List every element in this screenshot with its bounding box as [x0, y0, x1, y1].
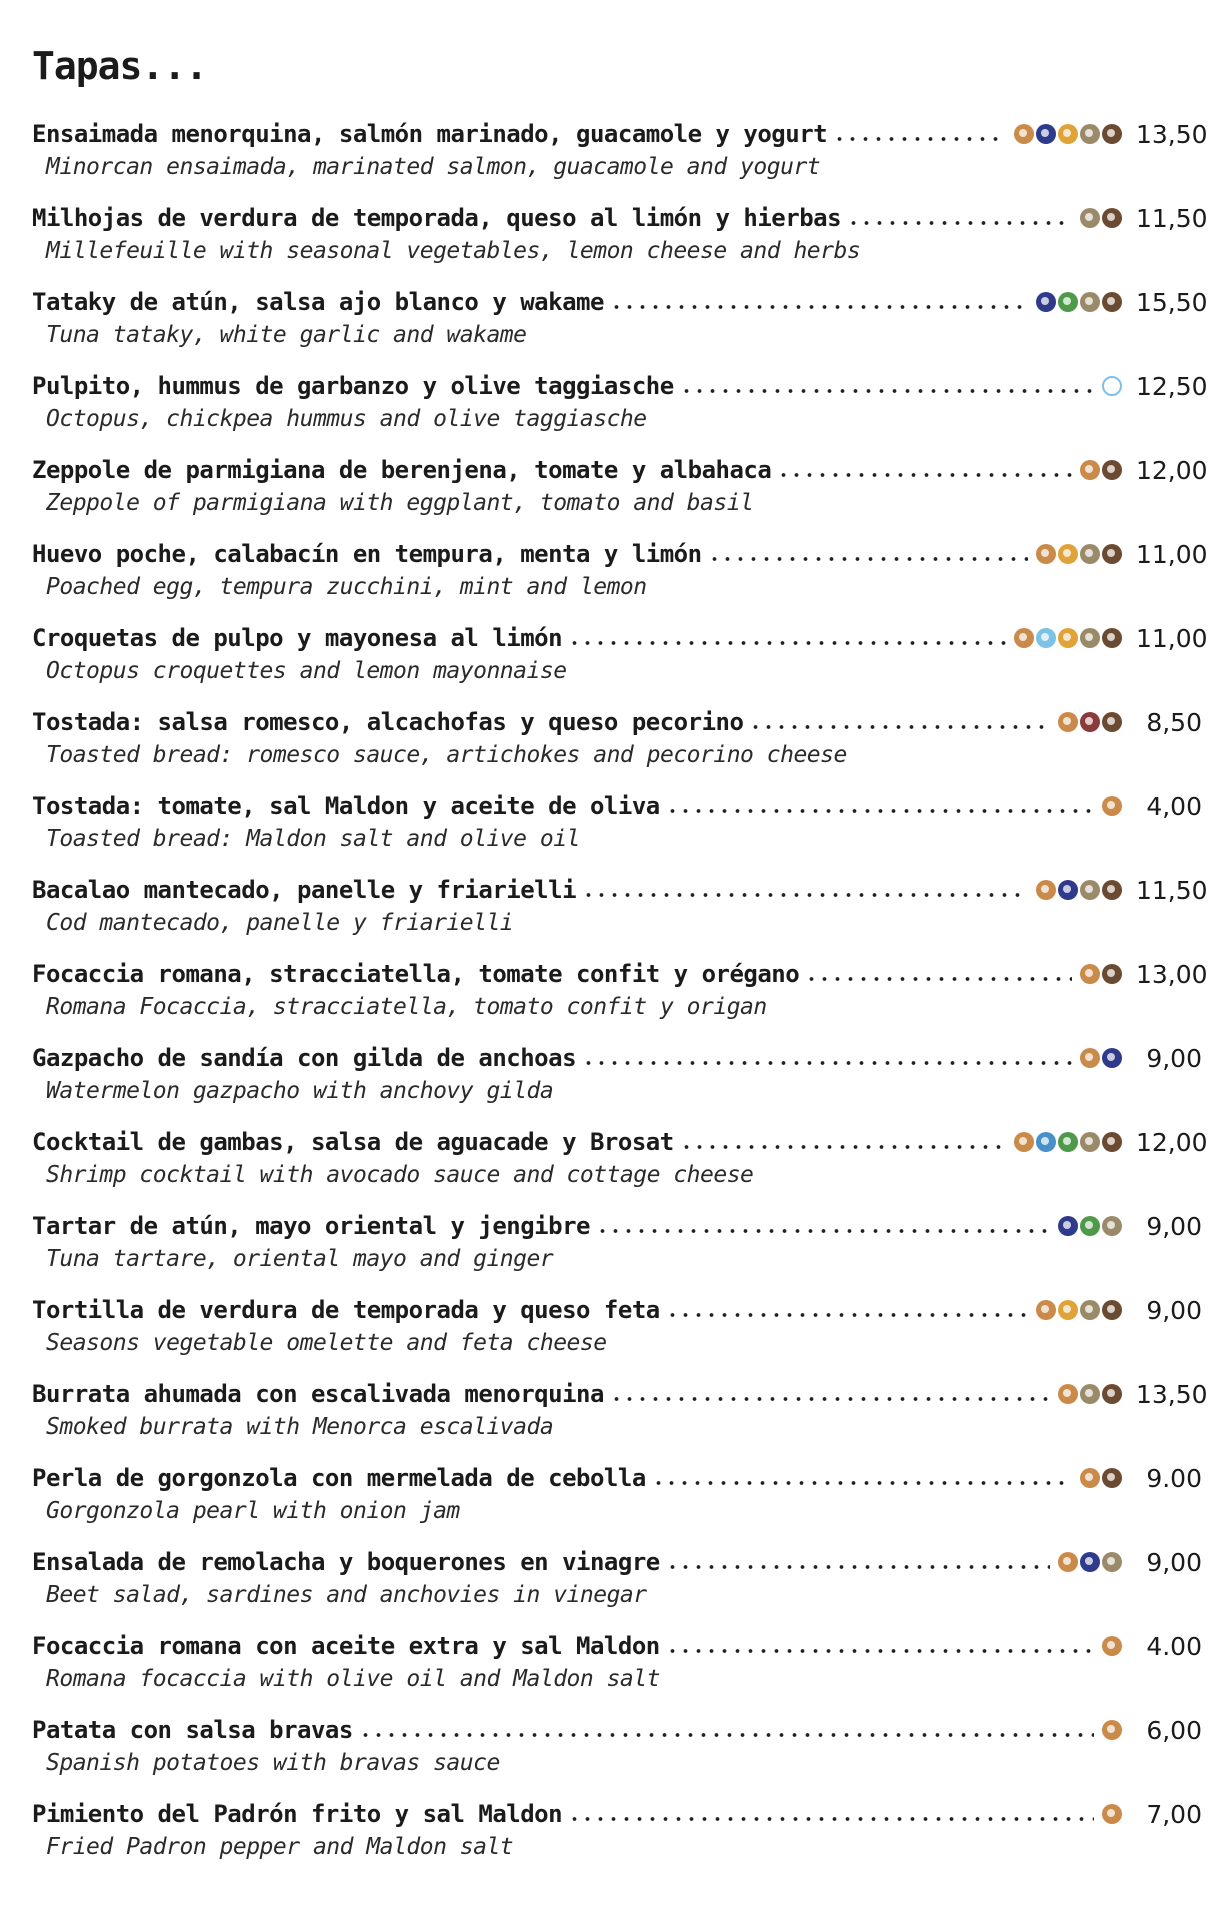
dish-description: Spanish potatoes with bravas sauce — [46, 1750, 500, 1776]
dot-leader — [610, 305, 1028, 309]
menu-item — [0, 1288, 1231, 1372]
dish-name: Ensalada de remolacha y boquerones en vinagre — [32, 1548, 660, 1576]
dish-price: 11,50 — [1136, 875, 1208, 905]
menu-item — [0, 700, 1231, 784]
dish-price: 4.00 — [1146, 1631, 1202, 1661]
dish-description: Fried Padron pepper and Maldon salt — [46, 1834, 514, 1860]
milk-allergen-icon — [1102, 628, 1122, 648]
dish-description: Octopus croquettes and lemon mayonnaise — [46, 658, 567, 684]
milk-allergen-icon — [1102, 712, 1122, 732]
menu-item — [0, 1624, 1231, 1708]
gluten-allergen-icon — [1080, 1468, 1100, 1488]
gluten-allergen-icon — [1058, 712, 1078, 732]
menu-item — [0, 448, 1231, 532]
dish-name: Focaccia romana, stracciatella, tomate confit y orégano — [32, 960, 800, 988]
dish-description: Cod mantecado, panelle y friarielli — [46, 910, 514, 936]
menu-item-row — [32, 1124, 1208, 1160]
menu-item — [0, 784, 1231, 868]
dish-description: Shrimp cocktail with avocado sauce and cottage cheese — [46, 1162, 754, 1188]
dish-name: Croquetas de pulpo y mayonesa al limón — [32, 624, 563, 652]
menu-item-row — [32, 1460, 1202, 1496]
menu-item — [0, 196, 1231, 280]
allergen-icons — [1036, 292, 1122, 312]
gluten-allergen-icon — [1080, 964, 1100, 984]
allergen-icons — [1036, 1300, 1122, 1320]
soy-allergen-icon — [1058, 292, 1078, 312]
dish-name: Burrata ahumada con escalivada menorquina — [32, 1380, 604, 1408]
mollusc-allergen-icon — [1102, 376, 1122, 396]
dot-leader — [666, 1565, 1050, 1569]
gluten-allergen-icon — [1036, 1300, 1056, 1320]
nuts-allergen-icon — [1102, 1216, 1122, 1236]
dish-price: 8,50 — [1146, 707, 1202, 737]
allergen-icons — [1102, 376, 1122, 396]
dish-price: 11,50 — [1136, 203, 1208, 233]
allergen-icons — [1036, 544, 1122, 564]
menu-item-row — [32, 1040, 1202, 1076]
dish-name: Pimiento del Padrón frito y sal Maldon — [32, 1800, 563, 1828]
nuts-allergen-icon — [1080, 1132, 1100, 1152]
dish-description: Tuna tataky, white garlic and wakame — [46, 322, 527, 348]
dish-price: 9.00 — [1146, 1463, 1202, 1493]
dot-leader — [777, 473, 1072, 477]
gluten-allergen-icon — [1080, 1048, 1100, 1068]
allergen-icons — [1080, 1468, 1122, 1488]
allergen-icons — [1102, 796, 1122, 816]
allergen-icons — [1058, 1384, 1122, 1404]
menu-item — [0, 1372, 1231, 1456]
allergen-icons — [1058, 712, 1122, 732]
dish-name: Gazpacho de sandía con gilda de anchoas — [32, 1044, 577, 1072]
nuts-allergen-icon — [1080, 292, 1100, 312]
allergen-icons — [1080, 1048, 1122, 1068]
dish-price: 9,00 — [1146, 1295, 1202, 1325]
dish-description: Toasted bread: romesco sauce, artichokes and pecorino cheese — [46, 742, 847, 768]
dish-name: Tartar de atún, mayo oriental y jengibre — [32, 1212, 590, 1240]
fish-allergen-icon — [1058, 1216, 1078, 1236]
dish-price: 9,00 — [1146, 1043, 1202, 1073]
menu-item-list — [0, 112, 1231, 1876]
menu-item-row — [32, 1712, 1202, 1748]
allergen-icons — [1014, 1132, 1122, 1152]
dish-price: 9,00 — [1146, 1211, 1202, 1241]
menu-item-row — [32, 956, 1208, 992]
dish-description: Smoked burrata with Menorca escalivada — [46, 1414, 554, 1440]
menu-item — [0, 532, 1231, 616]
menu-item-row — [32, 116, 1208, 152]
egg-allergen-icon — [1058, 124, 1078, 144]
nuts-allergen-icon — [1102, 1552, 1122, 1572]
dish-description: Romana Focaccia, stracciatella, tomato confit y origan — [46, 994, 767, 1020]
dish-description: Tuna tartare, oriental mayo and ginger — [46, 1246, 554, 1272]
menu-item-row — [32, 284, 1208, 320]
menu-item-row — [32, 1292, 1202, 1328]
dish-name: Bacalao mantecado, panelle y friarielli — [32, 876, 577, 904]
allergen-icons — [1036, 880, 1122, 900]
nuts-allergen-icon — [1080, 1300, 1100, 1320]
fish-allergen-icon — [1036, 124, 1056, 144]
dish-description: Seasons vegetable omelette and feta cheese — [46, 1330, 607, 1356]
gluten-allergen-icon — [1036, 880, 1056, 900]
milk-allergen-icon — [1102, 880, 1122, 900]
dot-leader — [666, 1313, 1028, 1317]
sulphites-allergen-icon — [1080, 712, 1100, 732]
dish-price: 13,50 — [1136, 1379, 1208, 1409]
dot-leader — [666, 809, 1094, 813]
dish-description: Toasted bread: Maldon salt and olive oil — [46, 826, 580, 852]
milk-allergen-icon — [1102, 208, 1122, 228]
dot-leader — [680, 1145, 1006, 1149]
milk-allergen-icon — [1102, 964, 1122, 984]
dot-leader — [833, 137, 1006, 141]
milk-allergen-icon — [1102, 292, 1122, 312]
egg-allergen-icon — [1058, 628, 1078, 648]
egg-allergen-icon — [1058, 1300, 1078, 1320]
dot-leader — [805, 977, 1072, 981]
dish-name: Ensaimada menorquina, salmón marinado, guacamole y yogurt — [32, 120, 828, 148]
menu-item — [0, 1792, 1231, 1876]
egg-allergen-icon — [1058, 544, 1078, 564]
dish-name: Patata con salsa bravas — [32, 1716, 353, 1744]
gluten-allergen-icon — [1058, 1552, 1078, 1572]
dish-price: 11,00 — [1136, 539, 1208, 569]
dish-name: Tostada: salsa romesco, alcachofas y queso pecorino — [32, 708, 744, 736]
menu-item-row — [32, 1544, 1202, 1580]
menu-item — [0, 1120, 1231, 1204]
milk-allergen-icon — [1102, 1132, 1122, 1152]
menu-item-row — [32, 788, 1202, 824]
gluten-allergen-icon — [1014, 628, 1034, 648]
menu-item-row — [32, 1796, 1202, 1832]
allergen-icons — [1102, 1804, 1122, 1824]
dish-description: Zeppole of parmigiana with eggplant, tomato and basil — [46, 490, 754, 516]
menu-item — [0, 1204, 1231, 1288]
menu-item — [0, 1540, 1231, 1624]
dish-name: Huevo poche, calabacín en tempura, menta y limón — [32, 540, 702, 568]
fish-allergen-icon — [1102, 1048, 1122, 1068]
dish-description: Octopus, chickpea hummus and olive taggiasche — [46, 406, 647, 432]
gluten-allergen-icon — [1102, 1720, 1122, 1740]
soy-allergen-icon — [1080, 1216, 1100, 1236]
fish-allergen-icon — [1036, 292, 1056, 312]
gluten-allergen-icon — [1102, 1804, 1122, 1824]
soy-allergen-icon — [1058, 1132, 1078, 1152]
menu-item-row — [32, 1208, 1202, 1244]
dish-price: 12,00 — [1136, 1127, 1208, 1157]
crustacean-allergen-icon — [1036, 1132, 1056, 1152]
menu-item-row — [32, 1628, 1202, 1664]
nuts-allergen-icon — [1080, 124, 1100, 144]
dish-price: 12,50 — [1136, 371, 1208, 401]
dot-leader — [708, 557, 1028, 561]
menu-item-row — [32, 1376, 1208, 1412]
allergen-icons — [1080, 964, 1122, 984]
dish-name: Perla de gorgonzola con mermelada de cebolla — [32, 1464, 646, 1492]
allergen-icons — [1014, 124, 1122, 144]
allergen-icons — [1058, 1552, 1122, 1572]
dish-price: 7,00 — [1146, 1799, 1202, 1829]
menu-item-row — [32, 704, 1202, 740]
dot-leader — [666, 1649, 1094, 1653]
menu-item-row — [32, 872, 1208, 908]
dish-description: Watermelon gazpacho with anchovy gilda — [46, 1078, 554, 1104]
menu-item-row — [32, 620, 1208, 656]
allergen-icons — [1014, 628, 1122, 648]
section-title: Tapas... — [32, 44, 208, 88]
nuts-allergen-icon — [1080, 208, 1100, 228]
milk-allergen-icon — [1102, 1468, 1122, 1488]
gluten-allergen-icon — [1102, 796, 1122, 816]
menu-item-row — [32, 536, 1208, 572]
menu-item — [0, 1708, 1231, 1792]
dish-name: Pulpito, hummus de garbanzo y olive taggiasche — [32, 372, 674, 400]
milk-allergen-icon — [1102, 1300, 1122, 1320]
milk-allergen-icon — [1102, 544, 1122, 564]
gluten-allergen-icon — [1080, 460, 1100, 480]
dot-leader — [582, 1061, 1072, 1065]
dish-price: 15,50 — [1136, 287, 1208, 317]
gluten-allergen-icon — [1014, 1132, 1034, 1152]
dish-name: Focaccia romana con aceite extra y sal Maldon — [32, 1632, 660, 1660]
dish-description: Poached egg, tempura zucchini, mint and lemon — [46, 574, 647, 600]
menu-item — [0, 112, 1231, 196]
mollusc-allergen-icon — [1036, 628, 1056, 648]
dish-name: Tortilla de verdura de temporada y queso feta — [32, 1296, 660, 1324]
menu-item — [0, 952, 1231, 1036]
dot-leader — [596, 1229, 1050, 1233]
menu-item — [0, 1036, 1231, 1120]
fish-allergen-icon — [1058, 880, 1078, 900]
dot-leader — [847, 221, 1072, 225]
dish-price: 13,00 — [1136, 959, 1208, 989]
nuts-allergen-icon — [1080, 1384, 1100, 1404]
menu-item — [0, 1456, 1231, 1540]
milk-allergen-icon — [1102, 1384, 1122, 1404]
dish-description: Gorgonzola pearl with onion jam — [46, 1498, 460, 1524]
allergen-icons — [1102, 1720, 1122, 1740]
dish-name: Milhojas de verdura de temporada, queso al limón y hierbas — [32, 204, 842, 232]
dish-description: Beet salad, sardines and anchovies in vinegar — [46, 1582, 647, 1608]
gluten-allergen-icon — [1014, 124, 1034, 144]
dish-name: Tostada: tomate, sal Maldon y aceite de oliva — [32, 792, 660, 820]
nuts-allergen-icon — [1080, 544, 1100, 564]
dish-price: 13,50 — [1136, 119, 1208, 149]
menu-item-row — [32, 368, 1208, 404]
allergen-icons — [1102, 1636, 1122, 1656]
dot-leader — [359, 1733, 1094, 1737]
menu-item-row — [32, 452, 1208, 488]
dish-description: Romana focaccia with olive oil and Maldon salt — [46, 1666, 660, 1692]
dish-name: Cocktail de gambas, salsa de aguacade y Brosat — [32, 1128, 674, 1156]
gluten-allergen-icon — [1102, 1636, 1122, 1656]
dot-leader — [749, 725, 1050, 729]
menu-item — [0, 868, 1231, 952]
milk-allergen-icon — [1102, 460, 1122, 480]
dish-price: 11,00 — [1136, 623, 1208, 653]
allergen-icons — [1080, 208, 1122, 228]
dish-price: 9,00 — [1146, 1547, 1202, 1577]
menu-item — [0, 280, 1231, 364]
allergen-icons — [1058, 1216, 1122, 1236]
menu-item — [0, 364, 1231, 448]
dish-description: Millefeuille with seasonal vegetables, lemon cheese and herbs — [46, 238, 861, 264]
dish-name: Zeppole de parmigiana de berenjena, tomate y albahaca — [32, 456, 772, 484]
dot-leader — [652, 1481, 1072, 1485]
fish-allergen-icon — [1080, 1552, 1100, 1572]
dish-price: 12,00 — [1136, 455, 1208, 485]
milk-allergen-icon — [1102, 124, 1122, 144]
menu-item-row — [32, 200, 1208, 236]
dot-leader — [610, 1397, 1050, 1401]
dish-price: 4,00 — [1146, 791, 1202, 821]
dot-leader — [568, 1817, 1094, 1821]
dish-description: Minorcan ensaimada, marinated salmon, guacamole and yogurt — [46, 154, 821, 180]
dot-leader — [582, 893, 1028, 897]
dish-price: 6,00 — [1146, 1715, 1202, 1745]
gluten-allergen-icon — [1036, 544, 1056, 564]
nuts-allergen-icon — [1080, 880, 1100, 900]
allergen-icons — [1080, 460, 1122, 480]
gluten-allergen-icon — [1058, 1384, 1078, 1404]
menu-item — [0, 616, 1231, 700]
dish-name: Tataky de atún, salsa ajo blanco y wakame — [32, 288, 604, 316]
dot-leader — [568, 641, 1006, 645]
nuts-allergen-icon — [1080, 628, 1100, 648]
dot-leader — [680, 389, 1094, 393]
